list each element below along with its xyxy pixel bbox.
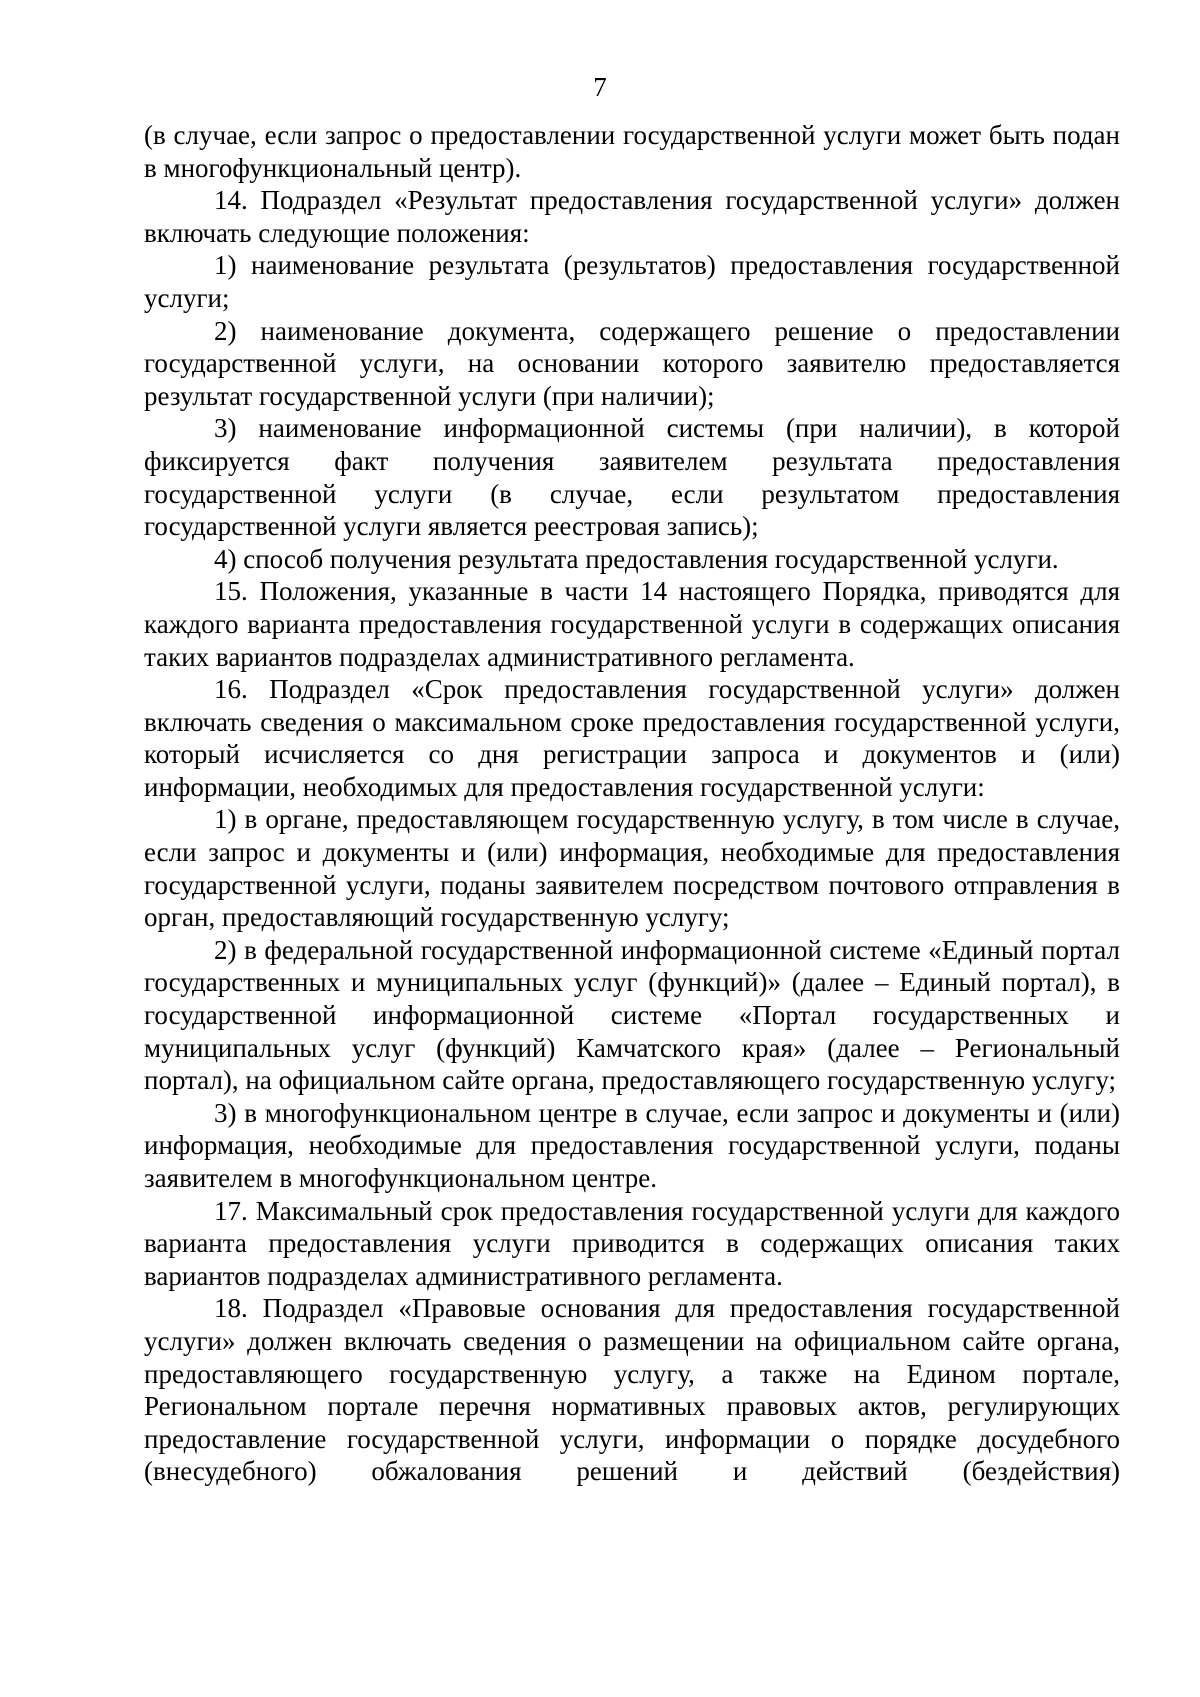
list-item: 3) в многофункциональном центре в случае, если запрос и документы и (или) информация, необходимые для предоставления государственной услуги, поданы заявителем в многофункциональном центре.: [144, 1097, 1120, 1193]
list-item: 4) способ получения результата предоставления государственной услуги.: [214, 543, 1059, 574]
list-item: 2) в федеральной государственной информационной системе «Единый портал государственных и муниципальных услуг (функций)» (далее – Единый портал), в государственной информационной системе «Портал государственных и муниципальных услуг (функций) Камчатского края» (далее – Региональный портал), на официальном сайте органа, предоставляющего государственную услугу;: [144, 934, 1120, 1096]
paragraph-item-17: 17. Максимальный срок предоставления государственной услуги для каждого варианта предоставления услуги приводится в содержащих описания таких вариантов подразделах административного регламента.: [144, 1195, 1120, 1291]
paragraph-item-14: 14. Подраздел «Результат предоставления государственной услуги» должен включать следующие положения:: [144, 185, 1120, 248]
paragraph-item-15: 15. Положения, указанные в части 14 настоящего Порядка, приводятся для каждого варианта предоставления государственной услуги в содержащих описания таких вариантов подразделах административного регламента.: [144, 576, 1120, 672]
paragraph: (в случае, если запрос о предоставлении государственной услуги может быть подан в многофункциональный центр).: [144, 120, 1120, 183]
page-number: 7: [593, 72, 607, 102]
paragraph-item-16: 16. Подраздел «Срок предоставления государственной услуги» должен включать сведения о максимальном сроке предоставления государственной услуги, который исчисляется со дня регистрации запроса и документов и (или) информации, необходимых для предоставления государственной услуги:: [144, 674, 1120, 802]
paragraph-item-18: 18. Подраздел «Правовые основания для предоставления государственной услуги» должен включать сведения о размещении на официальном сайте органа, предоставляющего государственную услугу, а также на Едином портале, Региональном портале перечня нормативных правовых актов, регулирующих предоставление государственной услуги, информации о порядке досудебного (внесудебного) обжалования решений и действий (бездействия): [144, 1293, 1120, 1487]
document-body: [144, 119, 1120, 1488]
list-item: 2) наименование документа, содержащего решение о предоставлении государственной услуги, на основании которого заявителю предоставляется результат государственной услуги (при наличии);: [144, 315, 1120, 411]
list-item: 1) в органе, предоставляющем государственную услугу, в том числе в случае, если запрос и документы и (или) информация, необходимые для предоставления государственной услуги, поданы заявителем посредством почтового отправления в орган, предоставляющий государственную услугу;: [144, 804, 1120, 933]
list-item: 3) наименование информационной системы (при наличии), в которой фиксируется факт получения заявителем результата предоставления государственной услуги (в случае, если результатом предоставления государственной услуги является реестровая запись);: [144, 413, 1120, 542]
list-item: 1) наименование результата (результатов) предоставления государственной услуги;: [144, 250, 1120, 313]
